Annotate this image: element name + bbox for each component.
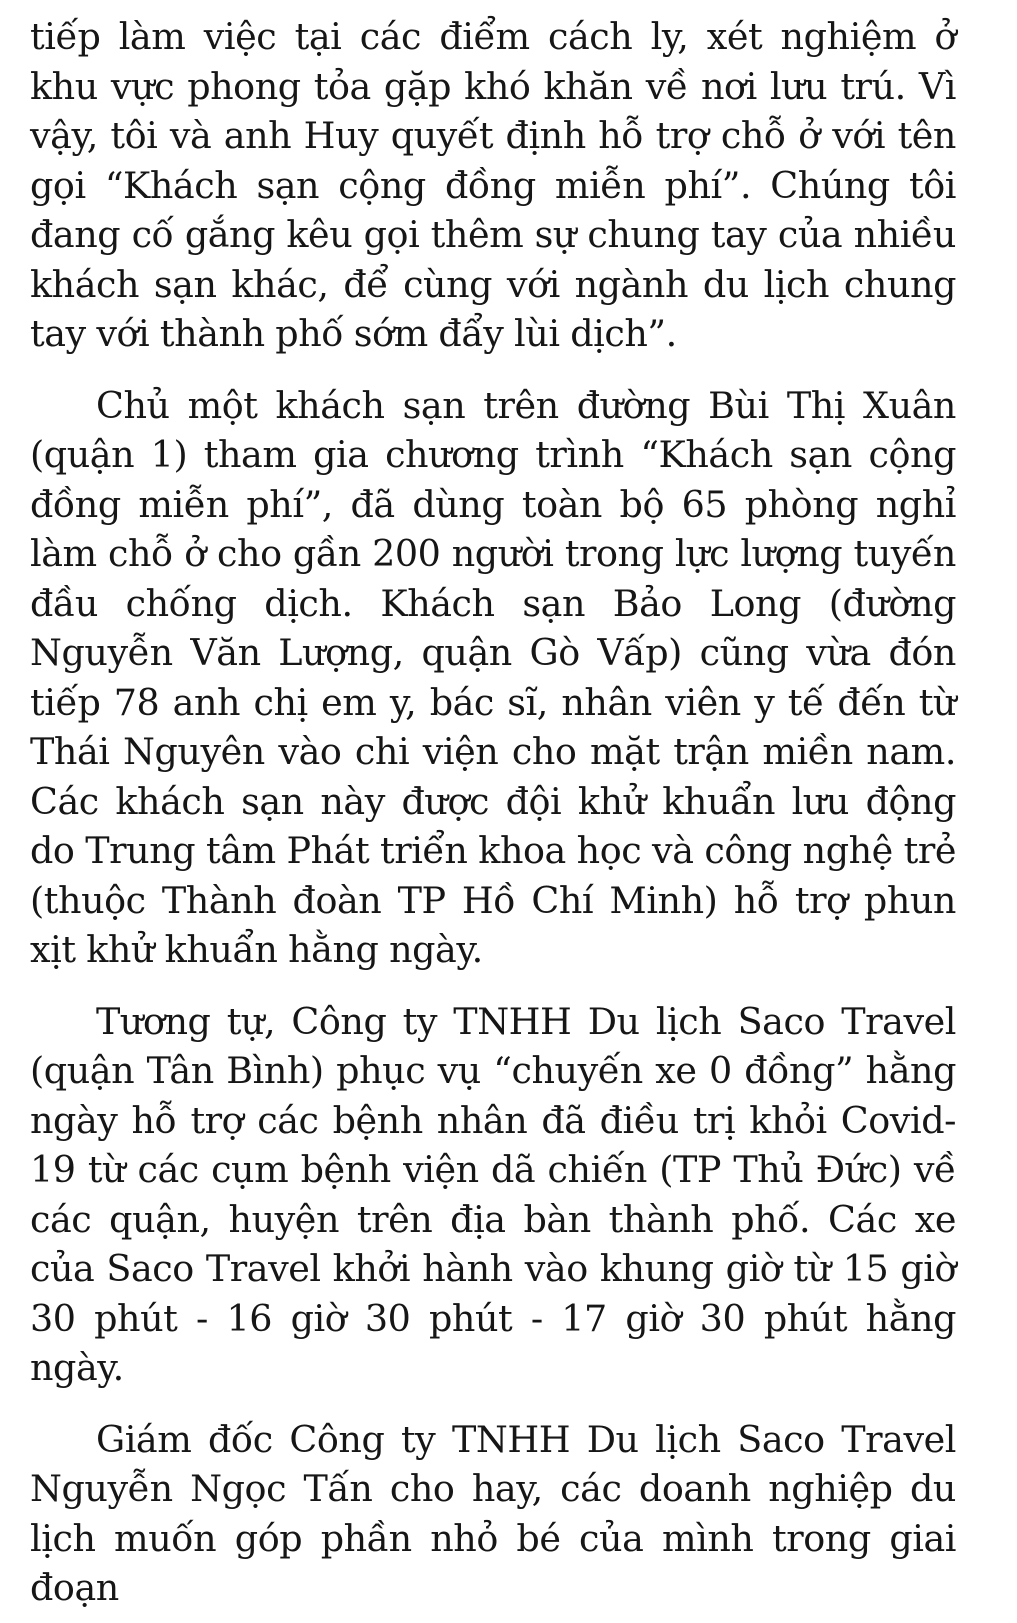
paragraph-director-statement: Giám đốc Công ty TNHH Du lịch Saco Travel Nguyễn Ngọc Tấn cho hay, các doanh nghiệp du lịch muốn góp phần nhỏ bé của mình trong giai đoạn xyxy=(30,1417,956,1609)
paragraph-hotel-initiative-quote: tiếp làm việc tại các điểm cách ly, xét nghiệm ở khu vực phong tỏa gặp khó khăn về nơi lưu trú. Vì vậy, tôi và anh Huy quyết định hỗ trợ chỗ ở với tên gọi “Khách sạn cộng đồng miễn phí”. Chúng tôi đang cố gắng kêu gọi thêm sự chung tay của nhiều khách sạn khác, để cùng với ngành du lịch chung tay với thành phố sớm đẩy lùi dịch”. xyxy=(30,15,956,355)
paragraph-saco-travel-free-rides: Tương tự, Công ty TNHH Du lịch Saco Travel (quận Tân Bình) phục vụ “chuyến xe 0 đồng” hằng ngày hỗ trợ các bệnh nhân đã điều trị khỏi Covid-19 từ các cụm bệnh viện dã chiến (TP Thủ Đức) về các quận, huyện trên địa bàn thành phố. Các xe của Saco Travel khởi hành vào khung giờ từ 15 giờ 30 phút - 16 giờ 30 phút - 17 giờ 30 phút hằng ngày. xyxy=(30,999,956,1389)
document-page xyxy=(30,12,956,1613)
paragraph-free-community-hotels: Chủ một khách sạn trên đường Bùi Thị Xuân (quận 1) tham gia chương trình “Khách sạn cộng đồng miễn phí”, đã dùng toàn bộ 65 phòng nghỉ làm chỗ ở cho gần 200 người trong lực lượng tuyến đầu chống dịch. Khách sạn Bảo Long (đường Nguyễn Văn Lượng, quận Gò Vấp) cũng vừa đón tiếp 78 anh chị em y, bác sĩ, nhân viên y tế đến từ Thái Nguyên vào chi viện cho mặt trận miền nam. Các khách sạn này được đội khử khuẩn lưu động do Trung tâm Phát triển khoa học và công nghệ trẻ (thuộc Thành đoàn TP Hồ Chí Minh) hỗ trợ phun xịt khử khuẩn hằng ngày. xyxy=(30,383,956,971)
